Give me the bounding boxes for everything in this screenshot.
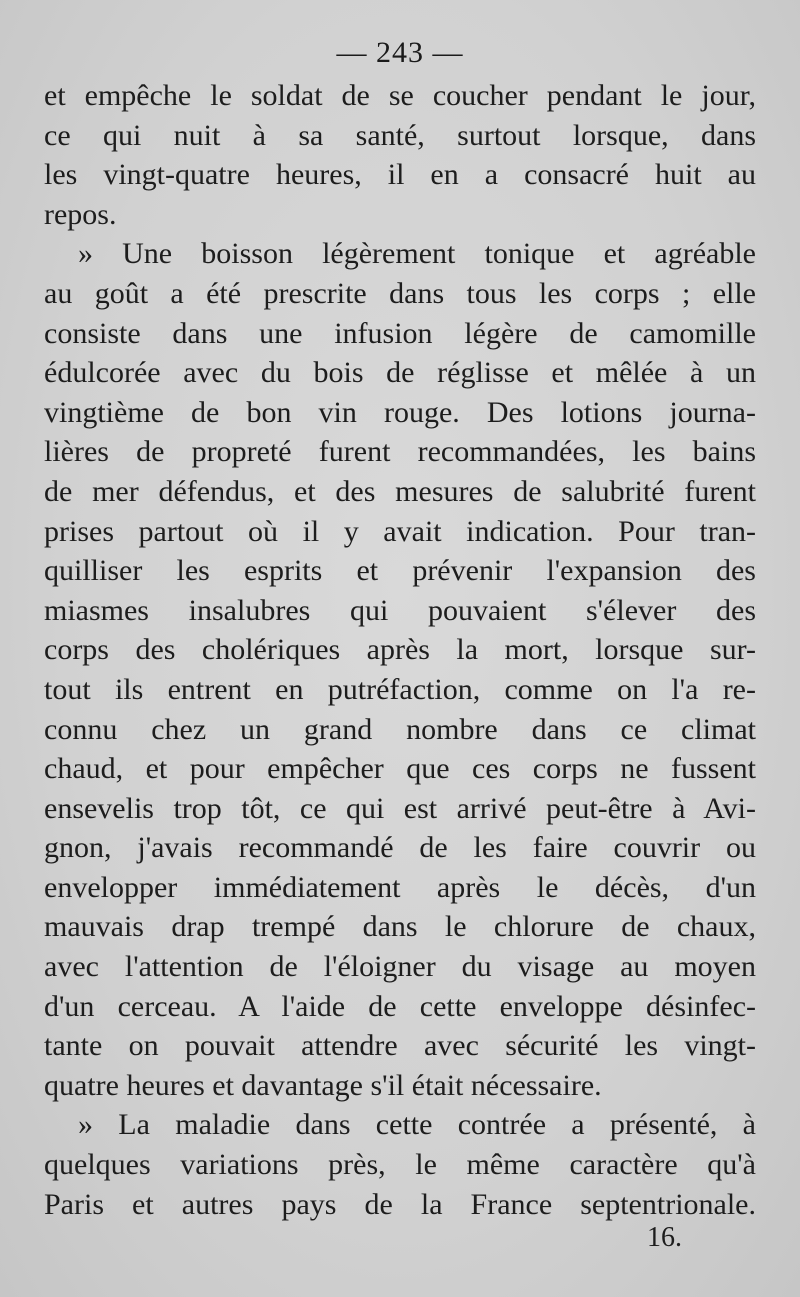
text-line: Paris et autres pays de la France septentrionale. — [44, 1187, 756, 1221]
text-line: » Une boisson légèrement tonique et agréable — [78, 237, 756, 271]
signature-mark: 16. — [647, 1222, 682, 1253]
text-line: prises partout où il y avait indication. Pour tran- — [44, 514, 756, 548]
text-line: miasmes insalubres qui pouvaient s'élever des — [44, 593, 756, 627]
text-line: corps des cholériques après la mort, lorsque sur- — [44, 633, 756, 667]
text-line: gnon, j'avais recommandé de les faire couvrir ou — [44, 831, 756, 865]
text-line: quelques variations près, le même caractère qu'à — [44, 1148, 756, 1182]
text-line: quatre heures et davantage s'il était nécessaire. — [44, 1068, 602, 1102]
text-line: au goût a été prescrite dans tous les corps ; elle — [44, 276, 756, 310]
text-line: connu chez un grand nombre dans ce climat — [44, 712, 756, 746]
body-text — [44, 76, 756, 1224]
text-line: mauvais drap trempé dans le chlorure de chaux, — [44, 910, 756, 944]
text-line: ensevelis trop tôt, ce qui est arrivé peut-être à Avi- — [44, 791, 756, 825]
text-line: lières de propreté furent recommandées, les bains — [44, 435, 756, 469]
text-line: tout ils entrent en putréfaction, comme on l'a re- — [44, 672, 756, 706]
text-line: repos. — [44, 197, 117, 231]
page-number: — 243 — — [336, 36, 464, 69]
text-line: tante on pouvait attendre avec sécurité les vingt- — [44, 1029, 756, 1063]
text-line: avec l'attention de l'éloigner du visage au moyen — [44, 950, 756, 984]
text-line: chaud, et pour empêcher que ces corps ne fussent — [44, 752, 756, 786]
text-line: » La maladie dans cette contrée a présenté, à — [78, 1108, 756, 1142]
text-line: consiste dans une infusion légère de camomille — [44, 316, 756, 350]
text-line: édulcorée avec du bois de réglisse et mêlée à un — [44, 356, 756, 390]
text-line: de mer défendus, et des mesures de salubrité furent — [44, 474, 756, 508]
text-line: et empêche le soldat de se coucher pendant le jour, — [44, 79, 756, 112]
text-line: quilliser les esprits et prévenir l'expansion des — [44, 554, 756, 588]
text-line: ce qui nuit à sa santé, surtout lorsque, dans — [44, 118, 756, 152]
text-line: envelopper immédiatement après le décès, d'un — [44, 870, 756, 904]
text-line: les vingt-quatre heures, il en a consacré huit au — [44, 158, 756, 192]
text-line: vingtième de bon vin rouge. Des lotions journa- — [44, 395, 756, 429]
text-line: d'un cerceau. A l'aide de cette enveloppe désinfec- — [44, 989, 756, 1023]
